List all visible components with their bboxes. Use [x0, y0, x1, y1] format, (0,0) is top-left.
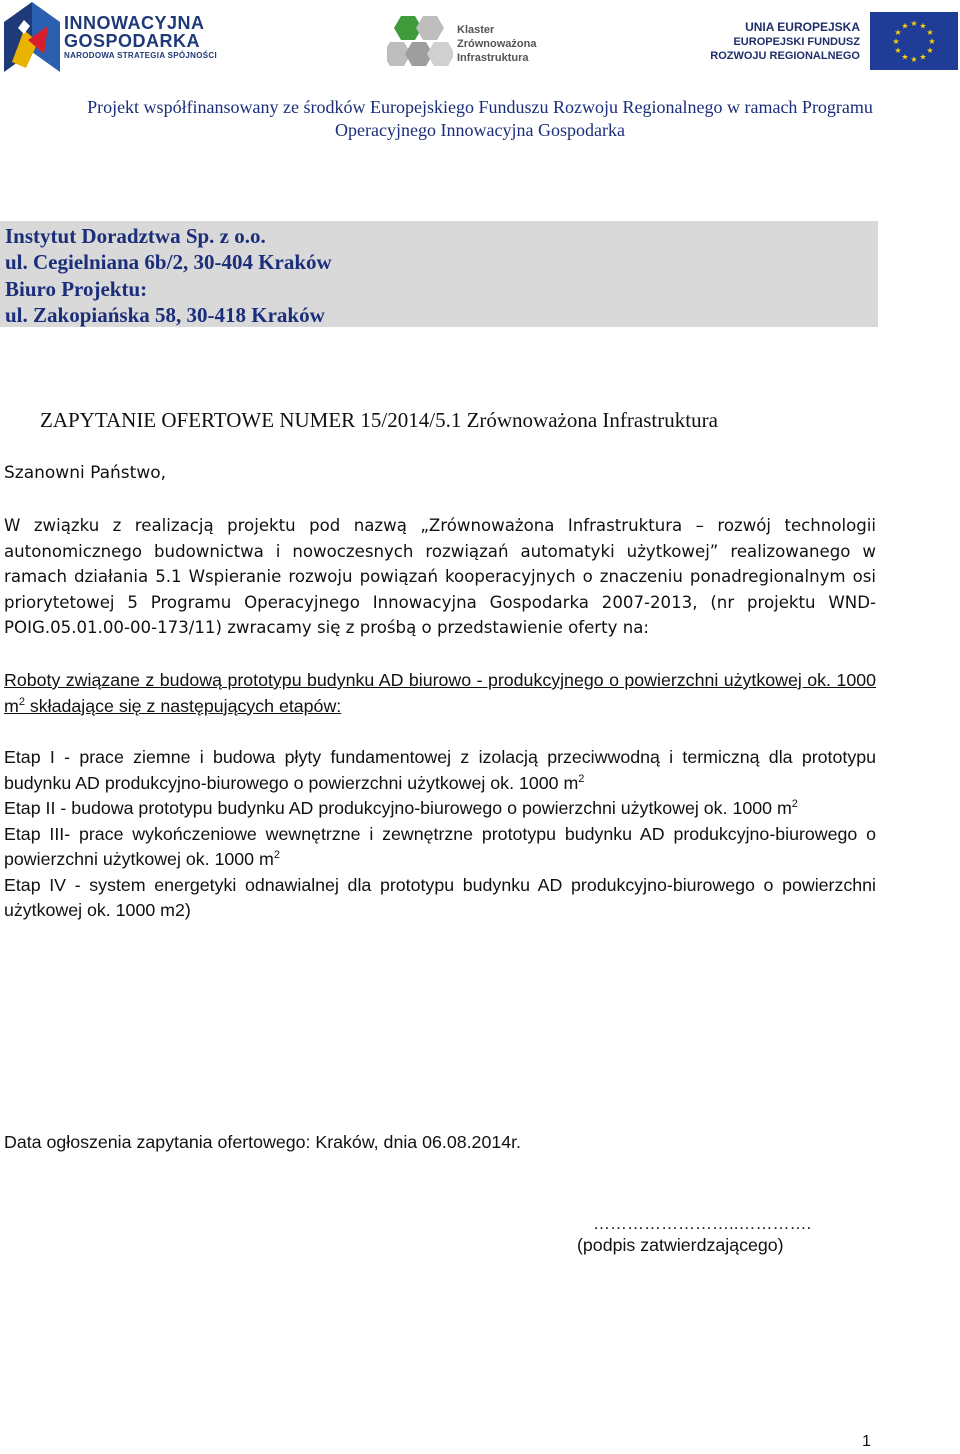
eu-logo: [710, 12, 958, 74]
cofinancing-line2: Operacyjnego Innowacyjna Gospodarka: [335, 120, 625, 140]
logo-ig-line2: GOSPODARKA: [64, 31, 201, 51]
stage-sup: 2: [578, 772, 585, 785]
logo-bar: [0, 0, 960, 80]
svg-text:★: ★: [919, 21, 927, 31]
svg-text:★: ★: [926, 46, 934, 55]
logo-ig-line1: INNOWACYJNA: [64, 13, 205, 33]
svg-text:★: ★: [919, 52, 927, 62]
eu-text: [710, 20, 860, 63]
stage-sup: 2: [273, 849, 280, 862]
stage-text: Etap III- prace wykończeniowe wewnętrzne i zewnętrzne prototypu budynku AD produkcyjno-biurowego o powierzchni użytkowej ok. 1000 m: [4, 823, 876, 869]
svg-text:★: ★: [926, 28, 934, 37]
eu-flag-icon: [870, 12, 958, 70]
works-text: Roboty związane z budową prototypu budynku AD biurowo - produkcyjnego o powierzchni użytkowej ok. 1000 m: [4, 670, 876, 716]
stage-item: [4, 796, 876, 822]
address-line1: Instytut Doradztwa Sp. z o.o.: [5, 224, 266, 248]
stage-item: [4, 873, 876, 924]
cofinancing-statement: [0, 96, 960, 142]
address-line3: Biuro Projektu:: [5, 277, 148, 301]
logo-ig-line3: NARODOWA STRATEGIA SPÓJNOŚCI: [64, 51, 218, 60]
signature-label: (podpis zatwierdzającego): [577, 1235, 784, 1255]
logo-klaster-line2: Zrównoważona: [457, 38, 537, 50]
stages-list: [4, 745, 876, 924]
klaster-logo: [387, 14, 547, 70]
svg-text:★: ★: [901, 21, 909, 31]
svg-text:★: ★: [910, 55, 918, 64]
innowacyjna-gospodarka-logo: [4, 2, 224, 72]
logo-ue-line3: ROZWOJU REGIONALNEGO: [710, 50, 860, 62]
logo-ue-line1: UNIA EUROPEJSKA: [745, 20, 860, 34]
works-description: [4, 668, 876, 719]
stage-sup: 2: [791, 798, 798, 811]
svg-text:★: ★: [894, 28, 902, 37]
address-line2: ul. Cegielniana 6b/2, 30-404 Kraków: [5, 250, 332, 274]
klaster-text: [457, 23, 536, 65]
address-box: [0, 221, 878, 327]
intro-paragraph: W związku z realizacją projektu pod nazwą „Zrównoważona Infrastruktura – rozwój technologii autonomicznego budownictwa i nowoczesnych rozwiązań automatyki użytkowej” realizowanego w ramach działania 5.1 Wspieranie rozwoju powiązań kooperacyjnych o znaczeniu ponadregionalnym osi priorytetowej 5 Programu Operacyjnego Innowacyjna Gospodarka 2007-2013, (nr projektu WND-POIG.05.01.00-00-173/11) zwracamy się z prośbą o przedstawienie oferty na:: [4, 516, 876, 637]
announcement-date: Data ogłoszenia zapytania ofertowego: Kraków, dnia 06.08.2014r.: [4, 1132, 521, 1152]
klaster-hexagon-icon: [387, 14, 453, 70]
svg-text:★: ★: [901, 52, 909, 62]
svg-text:★: ★: [910, 19, 918, 28]
document-title: ZAPYTANIE OFERTOWE NUMER 15/2014/5.1 Zrównoważona Infrastruktura: [40, 408, 718, 432]
greeting: Szanowni Państwo,: [4, 463, 167, 483]
stage-item: [4, 745, 876, 796]
address-line4: ul. Zakopiańska 58, 30-418 Kraków: [5, 303, 325, 327]
logo-klaster-line3: Infrastruktura: [457, 52, 529, 64]
svg-text:★: ★: [892, 37, 900, 46]
works-sup: 2: [18, 695, 25, 708]
svg-text:★: ★: [894, 46, 902, 55]
stage-text: Etap I - prace ziemne i budowa płyty fundamentowej z izolacją przeciwwodną i termiczną dla prototypu budynku AD produkcyjno-biurowego o powierzchni użytkowej ok. 1000 m: [4, 747, 876, 793]
stage-text: Etap IV - system energetyki odnawialnej dla prototypu budynku AD produkcyjno-biurowego o powierzchni użytkowej ok. 1000 m2): [4, 874, 876, 920]
innowacyjna-gospodarka-text: [64, 14, 217, 62]
page-number: 1: [862, 1433, 871, 1450]
works-suffix: składające się z następujących etapów:: [24, 695, 342, 716]
signature-dots: ……………………..………….: [593, 1214, 812, 1233]
stage-item: [4, 822, 876, 873]
stage-text: Etap II - budowa prototypu budynku AD produkcyjno-biurowego o powierzchni użytkowej ok. 1000 m: [4, 798, 792, 818]
cofinancing-line1: Projekt współfinansowany ze środków Europejskiego Funduszu Rozwoju Regionalnego w ramach Programu: [87, 97, 873, 117]
logo-klaster-line1: Klaster: [457, 24, 495, 36]
innowacyjna-gospodarka-mark-icon: [4, 2, 60, 72]
svg-text:★: ★: [928, 37, 936, 46]
logo-ue-line2: EUROPEJSKI FUNDUSZ: [733, 36, 860, 48]
